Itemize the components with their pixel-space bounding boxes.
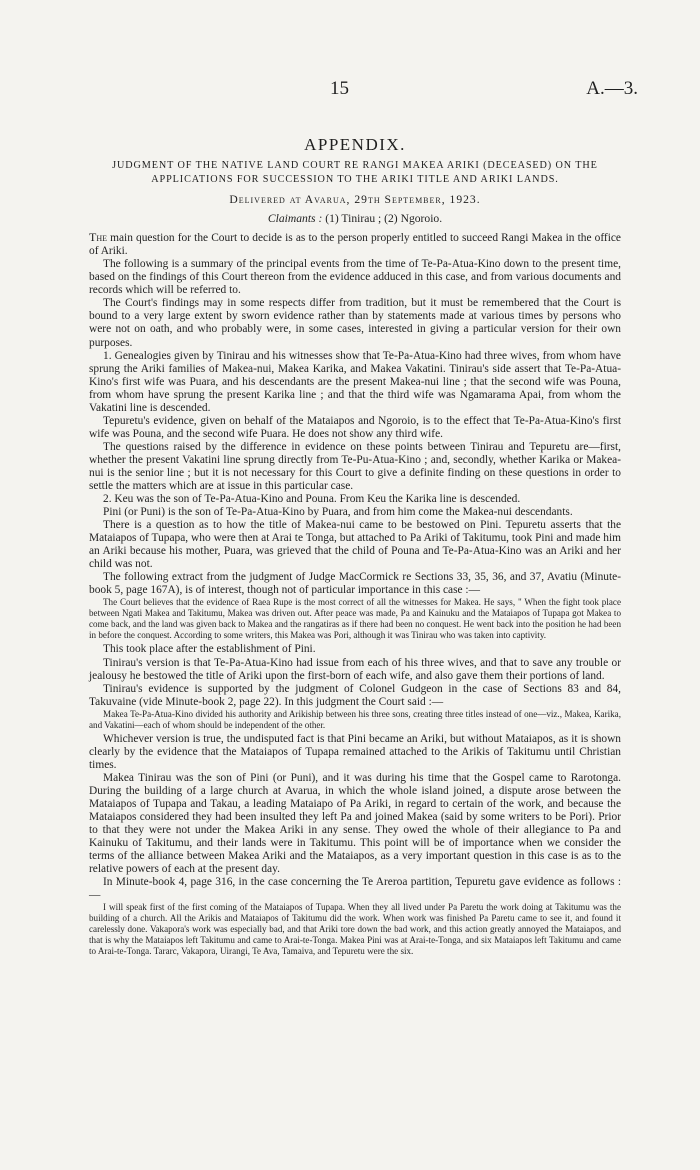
- paragraph: There is a question as to how the title of Makea-nui came to be bestowed on Pini. Tepuretu asserts that the Mataiapos of Tupapa, who were then at Arai te Tonga, but attached to Pa Ariki of Takitumu, took Pini and made him an Ariki because his mother, Puara, was grieved that the child of Pouna and Te-Pa-Atua-Kino was an Ariki and her child was not.: [89, 519, 621, 571]
- paragraph: Pini (or Puni) is the son of Te-Pa-Atua-Kino by Puara, and from him come the Makea-nui descendants.: [103, 506, 573, 519]
- appendix-title: APPENDIX.: [304, 135, 406, 154]
- paragraph: Tinirau's version is that Te-Pa-Atua-Kino had issue from each of his three wives, and that to save any trouble or jealousy he bestowed the title of Ariki upon the first-born of each wife, and also gave them their portions of land.: [89, 656, 621, 682]
- quoted-extract: The Court believes that the evidence of Raea Rupe is the most correct of all the witnesses for Makea. He says, " When the fight took place between Ngati Makea and Takitumu, Makea was driven out. After peace was made, Pa and Kainuku and the Mataiapos of Tupapa got Makea to come back, and the land was given back to Makea and the rangatiras as if there had been no conquest. He went back into the position he had been in before the conquest. According to some writers, this Makea was Pori, although it was Tinirau who was taken into captivity.: [89, 597, 621, 641]
- paragraph: 1. Genealogies given by Tinirau and his witnesses show that Te-Pa-Atua-Kino had three wives, from whom have sprung the Ariki families of Makea-nui, Makea Karika, and Makea Vakatini. Tinirau's side assert that Te-Pa-Atua-Kino's first wife was Puara, and his descendants are the present Makea-nui line ; that the second wife was Pouna, from whom have sprung the present Karika line ; and that the third wife was Ngamarama Apai, from whom the Vakatini line is descended.: [89, 349, 621, 414]
- paragraph: The Court's findings may in some respects differ from tradition, but it must be remembered that the Court is bound to a very large extent by sworn evidence rather than by statements made at various times by persons who were not on oath, and who probably were, in some cases, interested in giving a particular version for their own purposes.: [89, 297, 621, 349]
- document-reference: A.—3.: [586, 78, 638, 99]
- delivered-text: Delivered at Avarua, 29th September, 1923.: [229, 193, 481, 207]
- paragraph: The following extract from the judgment of Judge MacCormick re Sections 33, 35, 36, and 37, Avatiu (Minute-book 5, page 167A), is of interest, though not of particular importance in this case :—: [89, 571, 621, 597]
- opening-paragraph: [89, 231, 621, 258]
- opening-word: The: [89, 230, 107, 245]
- paragraph: In Minute-book 4, page 316, in the case concerning the Te Areroa partition, Tepuretu gave evidence as follows :—: [89, 876, 621, 902]
- paragraph: The following is a summary of the principal events from the time of Te-Pa-Atua-Kino down to the present time, based on the findings of this Court thereon from the evidence adduced in this case, and from various documents and records which will be referred to.: [89, 258, 621, 297]
- judgment-heading-line-1: JUDGMENT OF THE NATIVE LAND COURT RE RANGI MAKEA ARIKI (DECEASED) ON THE: [112, 160, 598, 172]
- quoted-extract: Makea Te-Pa-Atua-Kino divided his authority and Arikiship between his three sons, creating three titles instead of one—viz., Makea, Karika, and Vakatini—each of whom should be independent of the other.: [89, 708, 621, 730]
- delivered-line: [89, 193, 621, 206]
- claimants-names: (1) Tinirau ; (2) Ngoroio.: [322, 212, 443, 226]
- paragraph: The questions raised by the difference in evidence on these points between Tinirau and Tepuretu are—first, whether the present Vakatini line sprung directly from Te-Pu-Atua-Kino ; and, secondly, whether Karika or Makea-nui is the senior line ; but it is not necessary for this Court to give a definite finding on these questions in order to settle the matters which are at issue in this particular case.: [89, 440, 621, 493]
- claimants-line: [89, 212, 621, 225]
- paragraph: Tinirau's evidence is supported by the judgment of Colonel Gudgeon in the case of Sections 83 and 84, Takuvaine (vide Minute-book 2, page 22). In this judgment the Court said :—: [89, 682, 621, 708]
- document-body: [89, 134, 621, 958]
- paragraph: This took place after the establishment of Pini.: [103, 643, 316, 656]
- quoted-extract: I will speak first of the first coming of the Mataiapos of Tupapa. When they all lived under Pa Paretu the work doing at Takitumu was the building of a church. All the Arikis and Mataiapos of Takitumu did the work. When work was finished Pa Paretu came to see it, and found it carelessly done. Vakapora's work was especially bad, and that Ariki tore down the bad work, and this action greatly annoyed the Mataiapos, and that is why the Mataiapos left Takitumu and came to Arai-te-Tonga. Makea Pini was at Arai-te-Tonga, and six Mataiapos left Takitumu and came to Arai-te-Tonga. Tararc, Vakapora, Uirangi, Te Ava, Tamaiva, and Tepuretu were the six.: [89, 902, 621, 957]
- judgment-heading-line-2: APPLICATIONS FOR SUCCESSION TO THE ARIKI TITLE AND ARIKI LANDS.: [151, 174, 559, 186]
- paragraph: Whichever version is true, the undisputed fact is that Pini became an Ariki, but without Mataiapos, as it is shown clearly by the evidence that the Mataiapos of Tupapa remained attached to the Arikis of Takitumu until Christian times.: [89, 732, 621, 771]
- paragraph: Tepuretu's evidence, given on behalf of the Mataiapos and Ngoroio, is to the effect that Te-Pa-Atua-Kino's first wife was Pouna, and the second wife Puara. He does not show any third wife.: [89, 414, 621, 440]
- paragraph: 2. Keu was the son of Te-Pa-Atua-Kino and Pouna. From Keu the Karika line is descended.: [103, 493, 521, 506]
- page-number: 15: [330, 78, 349, 99]
- claimants-label: Claimants :: [267, 212, 323, 226]
- paragraph: Makea Tinirau was the son of Pini (or Puni), and it was during his time that the Gospel came to Rarotonga. During the building of a large church at Avarua, in which the whole island joined, a dispute arose between the Mataiapos of Tupapa and Takau, a leading Mataiapo of Pa Ariki, in regard to certain of the work, and because the Mataiapos considered they had been insulted they left Pa and joined Makea (said by some writers to be Pori). Prior to that they were not under the Makea Ariki in any sense. They owed the whole of their allegiance to Pa and Kainuku of Takitumu, and their lands were in Takitumu. This point will be of importance when we consider the terms of the alliance between Makea Ariki and the Mataiapos, as a very important question in this case is as to the relative powers of each at the present day.: [89, 771, 621, 876]
- judgment-heading: [89, 159, 621, 187]
- opening-paragraph-text: main question for the Court to decide is as to the person properly entitled to succeed Rangi Makea in the office of Ariki.: [89, 232, 621, 258]
